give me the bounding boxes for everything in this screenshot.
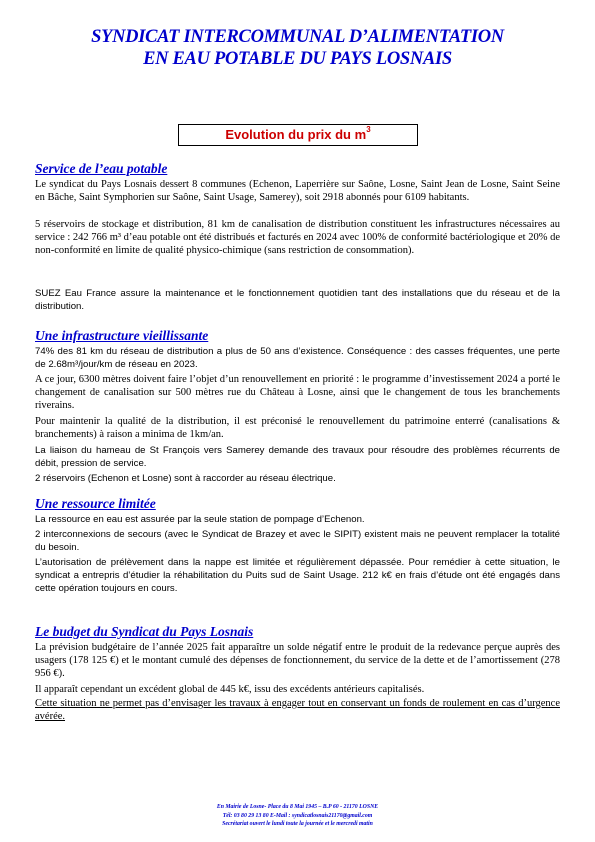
infrastructure-paragraph-5: 2 réservoirs (Echenon et Losne) sont à raccorder au réseau électrique. bbox=[35, 473, 336, 484]
title-line-1: SYNDICAT INTERCOMMUNAL D’ALIMENTATION bbox=[91, 27, 504, 47]
service-paragraph-3: SUEZ Eau France assure la maintenance et le fonctionnement quotidien tant des installations que du réseau et de la distribution. bbox=[35, 288, 560, 313]
ressource-paragraph-1: La ressource en eau est assurée par la seule station de pompage d’Echenon. bbox=[35, 514, 365, 525]
ressource-paragraph-3: L’autorisation de prélèvement dans la nappe est limitée et régulièrement dépassée. Pour remédier à cette situation, le syndicat a entrepris d’étudier la réhabilitation du Puits sud de Saint Usage. 212 k€ en frais d’étude ont été engagés dans cette opération toujours en cours. bbox=[35, 557, 560, 595]
infrastructure-paragraph-1: 74% des 81 km du réseau de distribution a plus de 50 ans d’existence. Conséquence : des casses fréquentes, une perte de 2.68m³/jour/km de réseau en 2023. bbox=[35, 346, 560, 371]
infrastructure-paragraph-3: Pour maintenir la qualité de la distribution, il est préconisé le renouvellement du patrimoine enterré (canalisations & branchements) à raison a minima de 1km/an. bbox=[35, 416, 560, 441]
footer-phone-email: Tél: 03 80 29 13 80 E-Mail : syndicatlosnais21170@gmail.com bbox=[222, 812, 373, 819]
title-line-2: EN EAU POTABLE DU PAYS LOSNAIS bbox=[143, 49, 452, 69]
section-heading-budget: Le budget du Syndicat du Pays Losnais bbox=[35, 624, 254, 639]
infrastructure-paragraph-2: A ce jour, 6300 mètres doivent faire l’objet d’un renouvellement en priorité : le programme d’investissement 2024 a porté le changement de canalisation sur 500 mètres rue du Château à Losne, ainsi que le changement de tous les branchements riverains. bbox=[35, 374, 560, 412]
price-evolution-box bbox=[178, 124, 418, 146]
price-evolution-sup: 3 bbox=[366, 125, 371, 134]
section-heading-infrastructure: Une infrastructure vieillissante bbox=[35, 328, 209, 343]
ressource-paragraph-2: 2 interconnexions de secours (avec le Syndicat de Brazey et avec le SIPIT) existent mais ne peuvent remplacer la totalité du besoin. bbox=[35, 529, 560, 554]
budget-paragraph-2: Il apparaît cependant un excédent global de 445 k€, issu des excédents antérieurs capitalisés. bbox=[35, 684, 425, 695]
price-evolution-label: Evolution du prix du m bbox=[225, 127, 367, 142]
budget-paragraph-3: Cette situation ne permet pas d’envisager les travaux à engager tout en conservant un fonds de roulement en cas d’urgence avérée. bbox=[35, 698, 560, 723]
footer-opening-hours: Secrétariat ouvert le lundi toute la journée et le mercredi matin bbox=[222, 821, 373, 827]
service-paragraph-1: Le syndicat du Pays Losnais dessert 8 communes (Echenon, Laperrière sur Saône, Losne, Saint Jean de Losne, Saint Seine en Bâche, Saint Symphorien sur Saône, Saint Usage, Samerey), soit 2918 abonnés pour 6109 habitants. bbox=[35, 179, 560, 204]
footer-contact bbox=[0, 803, 595, 829]
document-title bbox=[0, 26, 595, 70]
section-heading-ressource: Une ressource limitée bbox=[35, 496, 156, 511]
budget-paragraph-1: La prévision budgétaire de l’année 2025 fait apparaître un solde négatif entre le produit de la redevance perçue auprès des usagers (178 125 €) et le montant cumulé des dépenses de fonctionnement, du service de la dette et de l’amortissement (278 956 €). bbox=[35, 642, 560, 680]
infrastructure-paragraph-4: La liaison du hameau de St François vers Samerey demande des travaux pour résoudre des problèmes récurrents de débit, pression de service. bbox=[35, 445, 560, 470]
service-paragraph-2: 5 réservoirs de stockage et distribution, 81 km de canalisation de distribution constituent les infrastructures nécessaires au service : 242 766 m³ d’eau potable ont été distribués et facturés en 2024 avec 100% de conformité bactériologique et 20% de non-conformité en limite de qualité physico-chimique (sans restriction de consommation). bbox=[35, 219, 560, 257]
section-heading-service: Service de l’eau potable bbox=[35, 161, 168, 176]
footer-address: En Mairie de Losne- Place du 8 Mai 1945 – B.P 60 - 21170 LOSNE bbox=[216, 804, 379, 810]
